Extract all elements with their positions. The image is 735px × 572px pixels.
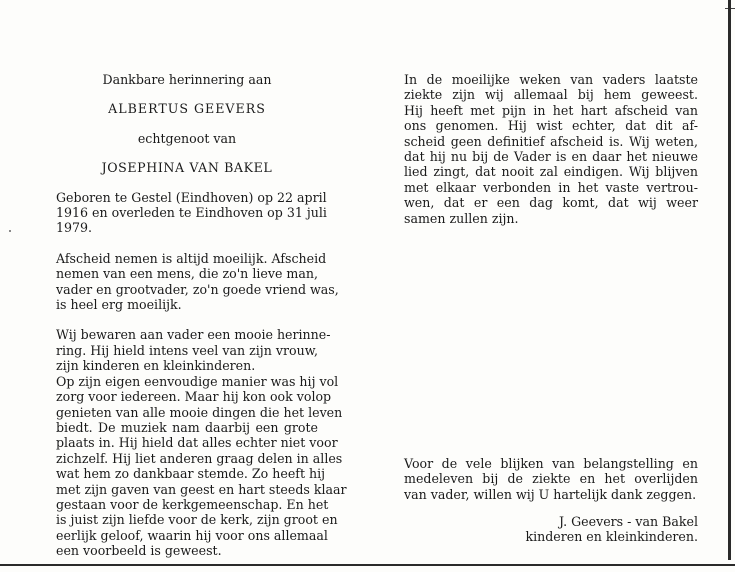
final-weeks-paragraph	[404, 72, 698, 226]
text-line: 1979.	[56, 220, 93, 236]
deceased-name: ALBERTUS GEEVERS	[108, 101, 266, 117]
text-line: ons genomen. Hij wist echter, dat dit af-	[404, 118, 698, 134]
relation-label: echtgenoot van	[137, 130, 237, 146]
text-line: dat hij nu bij de Vader is en daar het nieuwe	[404, 149, 698, 165]
text-line: nemen van een mens, die zo'n lieve man,	[56, 266, 318, 282]
text-line: ziekte zijn wij allemaal bij hem geweest.	[404, 87, 698, 103]
text-line: biedt. De muziek nam daarbij een grote	[56, 419, 318, 435]
text-line: Geboren te Gestel (Eindhoven) op 22 april	[56, 189, 327, 205]
text-line: is heel erg moeilijk.	[56, 297, 182, 313]
birth-death-paragraph	[56, 189, 327, 236]
remembrance-heading: Dankbare herinnering aan	[102, 72, 272, 87]
text-line: 1916 en overleden te Eindhoven op 31 juli	[56, 205, 327, 221]
text-line: zijn kinderen en kleinkinderen.	[56, 358, 256, 374]
text-line: lied zingt, dat nooit zal eindigen. Wij blijven	[404, 164, 698, 180]
text-line: vader en grootvader, zo'n goede vriend was,	[56, 281, 339, 297]
text-line: Op zijn eigen eenvoudige manier was hij vol	[56, 373, 339, 389]
card-edge-right	[728, 0, 731, 560]
text-line: eerlijk geloof, waarin hij voor ons allemaal	[56, 527, 328, 543]
text-line: Afscheid nemen is altijd moeilijk. Afscheid	[56, 250, 327, 266]
text-line: genieten van alle mooie dingen die het leven	[56, 404, 343, 420]
family-name: J. Geevers - van Bakel	[559, 514, 698, 529]
right-column	[404, 72, 698, 241]
farewell-paragraph	[56, 250, 339, 313]
speck	[9, 230, 11, 232]
text-line: plaats in. Hij hield dat alles echter niet voor	[56, 435, 338, 451]
text-line: scheid geen definitief afscheid is. Wij weten,	[404, 133, 698, 149]
text-line: Hij heeft met pijn in het hart afscheid van	[404, 102, 698, 118]
signature-block	[404, 514, 698, 545]
thanks-paragraph	[404, 456, 698, 502]
text-line: wen, dat er een dag komt, dat wij weer	[404, 195, 698, 211]
text-line: Wij bewaren aan vader een mooie herinne-	[56, 327, 331, 343]
text-line: Voor de vele blijken van belangstelling en	[404, 456, 698, 471]
memory-paragraph	[56, 327, 347, 559]
text-line: is juist zijn liefde voor de kerk, zijn groot en	[56, 512, 338, 528]
text-line: van vader, willen wij U hartelijk dank zeggen.	[404, 486, 697, 502]
text-line: medeleven bij de ziekte en het overlijden	[404, 471, 698, 487]
text-line: een voorbeeld is geweest.	[56, 543, 222, 559]
text-line: In de moeilijke weken van vaders laatste	[404, 72, 698, 87]
text-line: gestaan voor de kerkgemeenschap. En het	[56, 496, 329, 512]
text-line: met elkaar verbonden in het vaste vertrou-	[404, 179, 698, 195]
text-line: wat hem zo dankbaar stemde. Zo heeft hij	[56, 466, 326, 482]
text-line: met zijn gaven van geest en hart steeds klaar	[56, 481, 347, 497]
text-line: zichzelf. Hij liet anderen graag delen in alles	[56, 450, 343, 466]
text-line: ring. Hij hield intens veel van zijn vrouw,	[56, 342, 318, 358]
card-edge-bottom	[0, 564, 735, 566]
family-members: kinderen en kleinkinderen.	[525, 529, 698, 545]
text-line: samen zullen zijn.	[404, 210, 519, 226]
spouse-name: JOSEPHINA VAN BAKEL	[101, 160, 273, 176]
left-column	[56, 72, 347, 559]
text-line: zorg voor iedereen. Maar hij kon ook volop	[56, 389, 332, 405]
